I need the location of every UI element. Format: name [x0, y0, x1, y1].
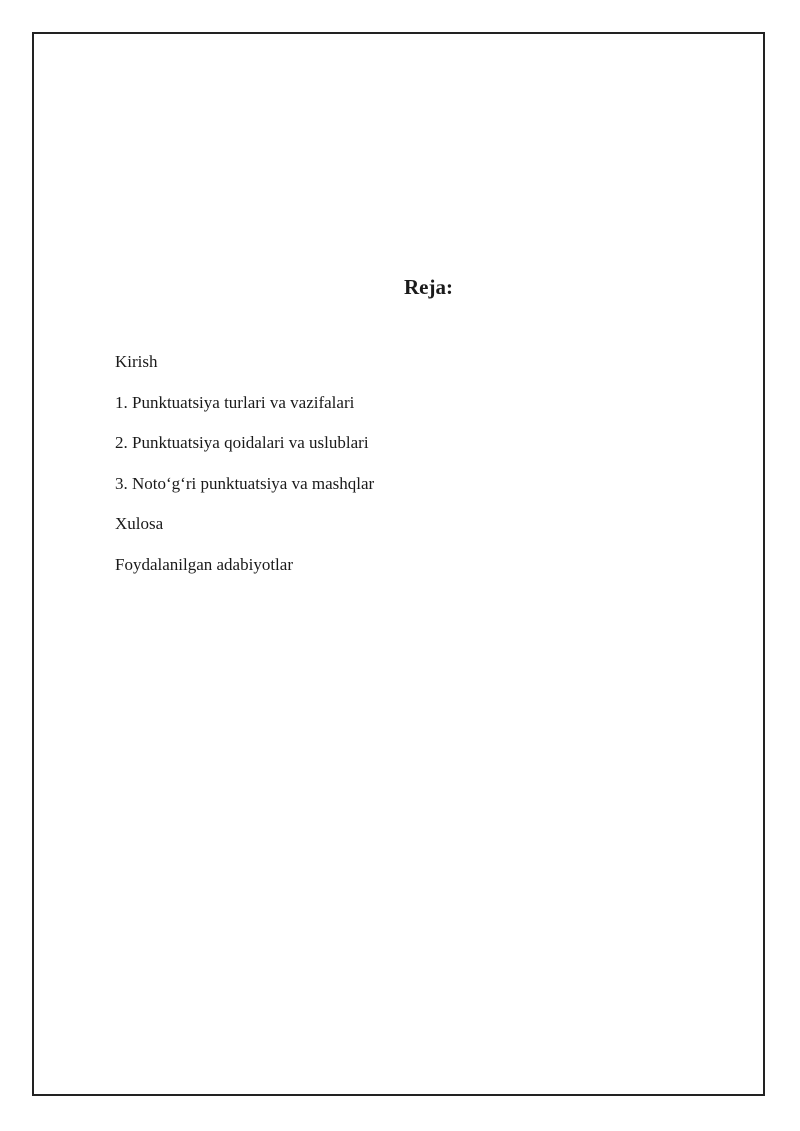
toc-item-section-1: 1. Punktuatsiya turlari va vazifalari: [115, 392, 355, 412]
toc-item-section-2: 2. Punktuatsiya qoidalari va uslublari: [115, 433, 369, 452]
toc-item-references: Foydalanilgan adabiyotlar: [115, 554, 293, 574]
toc-item-introduction: Kirish: [115, 352, 158, 371]
toc-item-section-3: 3. Noto‘g‘ri punktuatsiya va mashqlar: [115, 473, 375, 493]
table-of-contents: [115, 350, 374, 593]
toc-item-conclusion: Xulosa: [115, 514, 164, 533]
page-title: Reja:: [404, 275, 453, 299]
